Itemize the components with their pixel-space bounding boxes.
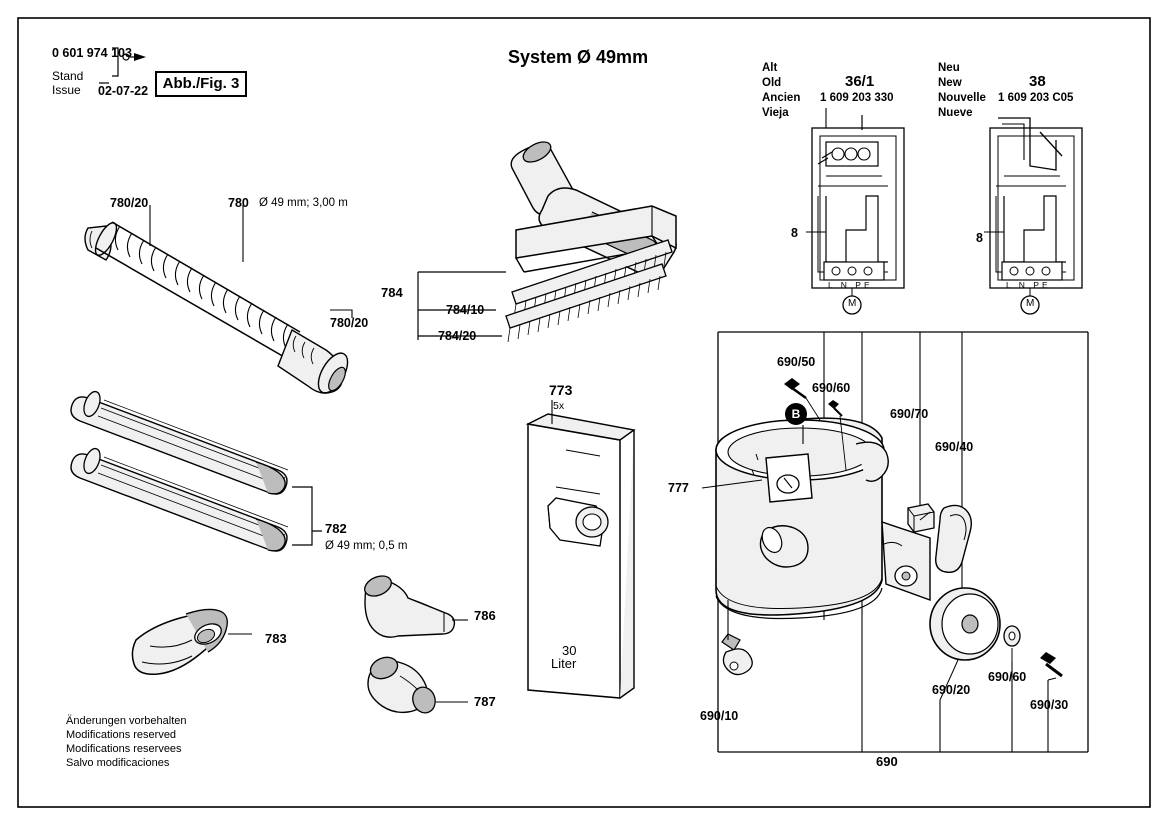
bag-773-illustration: [528, 400, 634, 698]
label-8-new: 8: [976, 231, 983, 245]
switch-old-terminals: L N PE: [828, 280, 873, 290]
label-690-30: 690/30: [1030, 698, 1069, 712]
label-784-10: 784/10: [446, 303, 485, 317]
switch-old-lang-en: Old: [762, 77, 782, 89]
label-690-50: 690/50: [777, 355, 816, 369]
label-777: 777: [668, 481, 689, 495]
switch-new-motor: M: [1026, 298, 1035, 309]
tubes-782-illustration: [71, 389, 322, 551]
label-780-20-left: 780/20: [110, 196, 149, 210]
issue-label: Issue: [52, 83, 81, 97]
label-690-10: 690/10: [700, 709, 739, 723]
switch-old-lang-fr: Ancien: [762, 92, 801, 104]
label-780-spec: Ø 49 mm; 3,00 m: [259, 197, 348, 209]
switch-old-lang-es: Vieja: [762, 107, 789, 119]
nozzle-787-illustration: [367, 653, 468, 715]
label-773-qty: 5x: [553, 400, 565, 412]
label-38: 38: [1029, 73, 1046, 90]
switch-old-order-no: 1 609 203 330: [820, 92, 894, 104]
bag-capacity-number: 30: [562, 643, 577, 658]
nozzle-786-illustration: [362, 572, 468, 637]
part-number: 0 601 974 103: [52, 46, 132, 60]
label-8-old: 8: [791, 226, 798, 240]
label-782-spec: Ø 49 mm; 0,5 m: [325, 540, 408, 552]
label-780-20-right: 780/20: [330, 316, 369, 330]
issue-date: 02-07-22: [98, 84, 149, 98]
page-title: System Ø 49mm: [508, 47, 649, 67]
switch-new-lang-fr: Nouvelle: [938, 92, 986, 104]
hose-780-illustration: [85, 205, 354, 398]
switch-old-motor: M: [848, 298, 857, 309]
switch-new-order-no: 1 609 203 C05: [998, 92, 1074, 104]
label-690-group: 690: [876, 754, 898, 769]
switch-new-lang-de: Neu: [938, 62, 960, 74]
switch-old-lang-de: Alt: [762, 62, 778, 74]
label-783: 783: [265, 631, 287, 646]
switch-new-terminals: L N PE: [1006, 280, 1051, 290]
stand-label: Stand: [52, 69, 84, 83]
label-773: 773: [549, 382, 573, 398]
label-690-70: 690/70: [890, 407, 929, 421]
label-690-40: 690/40: [935, 440, 974, 454]
label-786: 786: [474, 608, 496, 623]
label-784-20: 784/20: [438, 329, 477, 343]
label-782: 782: [325, 521, 347, 536]
container-690-illustration: [702, 332, 1088, 752]
bag-capacity-unit: Liter: [551, 656, 577, 671]
label-780: 780: [228, 196, 249, 210]
label-690-60-wheel: 690/60: [988, 670, 1027, 684]
note-line-2: Modifications reserved: [66, 729, 177, 741]
note-line-3: Modifications reservees: [66, 743, 182, 755]
switch-new-lang-es: Nueve: [938, 107, 973, 119]
label-784: 784: [381, 285, 403, 300]
note-line-1: Änderungen vorbehalten: [66, 715, 187, 727]
label-690-60-top: 690/60: [812, 381, 851, 395]
badge-b: B: [785, 403, 807, 425]
note-line-4: Salvo modificaciones: [66, 757, 170, 769]
switch-new-lang-en: New: [938, 77, 962, 89]
label-36-1: 36/1: [845, 73, 875, 90]
label-690-20: 690/20: [932, 683, 971, 697]
label-787: 787: [474, 694, 496, 709]
nozzle-783-illustration: [132, 609, 252, 674]
figure-badge: Abb./Fig. 3: [155, 71, 247, 97]
